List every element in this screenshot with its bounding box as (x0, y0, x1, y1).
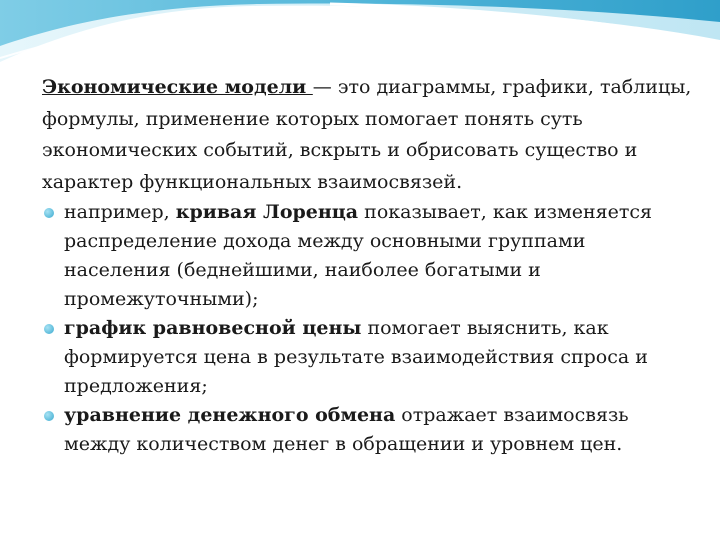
intro-paragraph (42, 72, 692, 198)
intro-text: — это диаграммы, графики, таблицы, формулы, применение которых помогает понять суть экономических событий, вскрыть и обрисовать существо и характер функциональных взаимосвязей. (42, 76, 692, 193)
bullet-dot-icon (44, 324, 54, 334)
list-item (42, 198, 692, 314)
list-item (42, 314, 692, 401)
bullet-dot-icon (44, 208, 54, 218)
bullet-term: кривая Лоренца (175, 201, 359, 223)
bullet-term: график равновесной цены (64, 317, 362, 339)
slide-content (42, 72, 692, 459)
bullet-text: отражает взаимосвязь между количеством денег в обращении и уровнем цен. (64, 404, 629, 455)
list-item (42, 401, 692, 459)
intro-term: Экономические модели (42, 76, 313, 98)
bullet-text: помогает выяснить, как формируется цена в результате взаимодействия спроса и предложения; (64, 317, 648, 397)
bullet-lead: например, (64, 201, 176, 223)
bullet-term: уравнение денежного обмена (64, 404, 396, 426)
bullet-dot-icon (44, 411, 54, 421)
bullet-text: показывает, как изменяется распределение дохода между основными группами населения (беднейшими, наиболее богатыми и промежуточными); (64, 201, 653, 310)
bullet-list (42, 198, 692, 459)
